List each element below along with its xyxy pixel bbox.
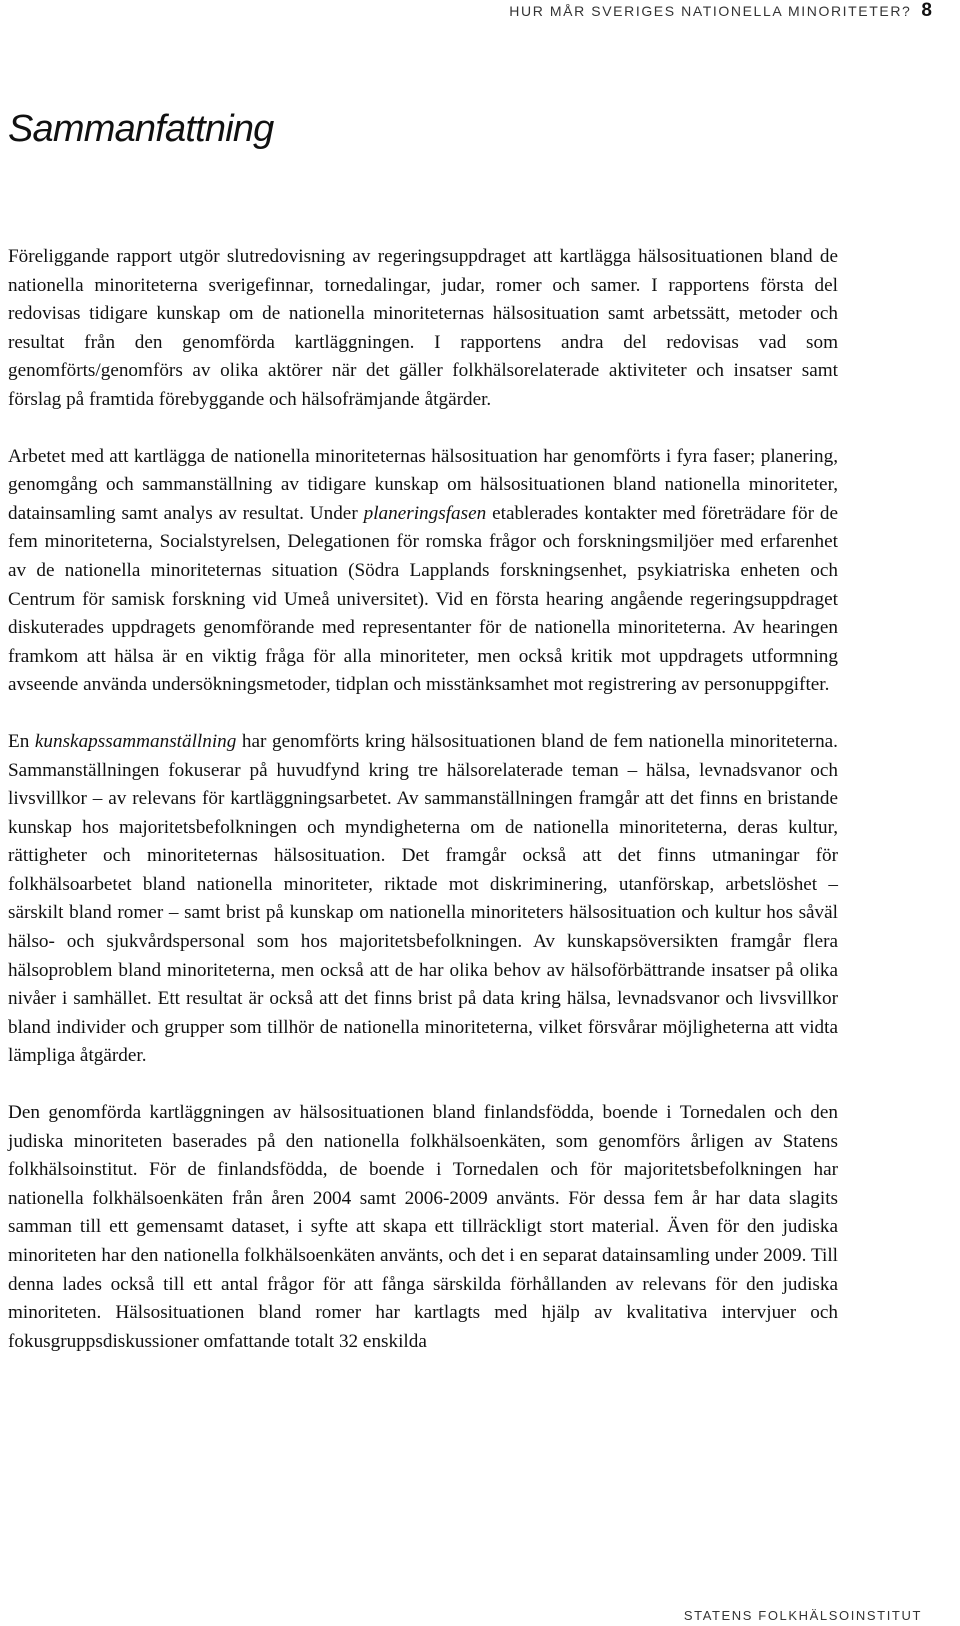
body-text (8, 243, 838, 1356)
running-header (509, 0, 932, 22)
running-footer: STATENS FOLKHÄLSOINSTITUT (683, 1608, 922, 1623)
paragraph-2 (8, 443, 838, 700)
paragraph-2-emphasis: planeringsfasen (363, 502, 487, 524)
paragraph-2-text-a: Arbetet med att kartlägga de nationella minoriteternas hälsosituation har genomförts i fyra faser; planering, genomgång och sammanställning av tidigare kunskap om hälsosituationen bland nationella minoriteter, datainsamling samt analys av resultat. Under (8, 445, 838, 524)
paragraph-1: Föreliggande rapport utgör slutredovisning av regeringsuppdraget att kartlägga hälsosituationen bland de nationella minoriteterna sverigefinnar, tornedalingar, judar, romer och samer. I rapportens första del redovisas tidigare kunskap om de nationella minoriteternas hälsosituation samt arbetssätt, metoder och resultat från den genomförda kartläggningen. I rapportens andra del redovisas vad som genomförts/genomförs av olika aktörer när det gäller folkhälsorelaterade aktiviteter och insatser samt förslag på framtida förebyggande och hälsofrämjande åtgärder. (8, 246, 838, 410)
page-title: Sammanfattning (8, 108, 274, 150)
paragraph-3 (8, 728, 838, 1071)
page-number: 8 (921, 0, 932, 21)
paragraph-4: Den genomförda kartläggningen av hälsosituationen bland finlandsfödda, boende i Tornedalen och den judiska minoriteten baserades på den nationella folkhälsoenkäten, som genomförs årligen av Statens folkhälsoinstitut. För de finlandsfödda, de boende i Tornedalen och för majoritetsbefolkningen har nationella folkhälsoenkäten från åren 2004 samt 2006-2009 använts. För dessa fem år har data slagits samman till ett gemensamt dataset, i syfte att skapa ett tillräckligt stort material. Även för den judiska minoriteten har den nationella folkhälsoenkäten använts, och det i en separat datainsamling under 2009. Till denna lades också till ett antal frågor för att fånga särskilda förhållanden av relevans för den judiska minoriteten. Hälsosituationen bland romer har kartlagts med hjälp av kvalitativa intervjuer och fokusgruppsdiskussioner omfattande totalt 32 enskilda (8, 1102, 838, 1352)
running-title: HUR MÅR SVERIGES NATIONELLA MINORITETER? (509, 3, 912, 19)
paragraph-3-emphasis: kunskapssammanställning (34, 730, 237, 752)
paragraph-3-text-a: En (8, 730, 35, 752)
paragraph-3-text-b: har genomförts kring hälsosituationen bland de fem nationella minoriteterna. Sammanställningen fokuserar på huvudfynd kring tre hälsorelaterade teman – hälsa, levnadsvanor och livsvillkor – av relevans för kartläggningsarbetet. Av sammanställningen framgår att det finns en bristande kunskap hos majoritetsbefolkningen och myndigheterna om de nationella minoriteterna, deras kultur, rättigheter och minoriteternas hälsosituation. Det framgår också att det finns utmaningar för folkhälsoarbetet bland nationella minoriteter, riktade mot diskriminering, utanförskap, arbetslöshet – särskilt bland romer – samt brist på kunskap om nationella minoriteters hälsosituation och kultur hos såväl hälso- och sjukvårdspersonal som hos majoritetsbefolkningen. Av kunskapsöversikten framgår flera hälsoproblem bland minoriteterna, men också att de har olika behov av hälsoförbättrande insatser på olika nivåer i samhället. Ett resultat är också att det finns brist på data kring hälsa, levnadsvanor och livsvillkor bland individer och grupper som tillhör de nationella minoriteterna, vilket försvårar möjligheterna att vidta lämpliga åtgärder. (8, 730, 838, 1067)
paragraph-2-text-b: etablerades kontakter med företrädare för de fem minoriteterna, Socialstyrelsen, Delegationen för romska frågor och forskningsmiljöer med erfarenhet av de nationella minoriteternas situation (Södra Lapplands forskningsenhet, psykiatriska enheten och Centrum för samisk forskning vid Umeå universitet). Vid en första hearing angående regeringsuppdraget diskuterades uppdragets genomförande med representanter för de nationella minoriteterna. Av hearingen framkom att hälsa är en viktig fråga för alla minoriteter, men också kritik mot uppdragets utformning avseende använda undersökningsmetoder, tidplan och misstänksamhet mot registrering av personuppgifter. (8, 502, 838, 696)
